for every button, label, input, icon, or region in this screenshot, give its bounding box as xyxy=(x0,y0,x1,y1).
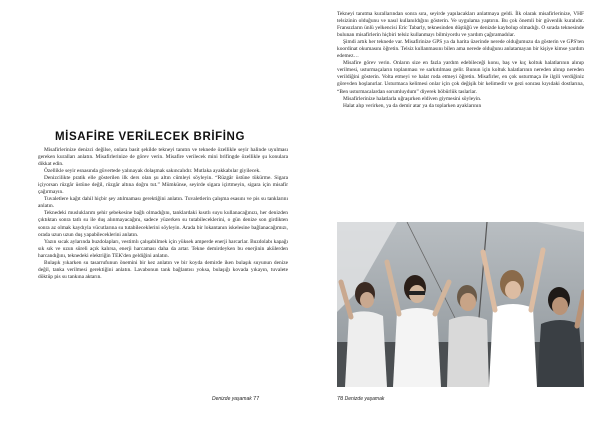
paragraph: Teknedeki musluklarım şehir şebekesine bağlı olmadığını, tanklardaki kısıtlı suyu kullanacağınızı, her denizden çıktıktan sonra tatlı su ile duş alınmayacağını, sadece yüzerken su tutabileceklerini, o gün denize son girdikten sonra az olmak kaydıyla vücutlarına su tutabileceklerini söyleyin. Arada bir lokantanın iskelesine bağlanacağımızı, orada uzun uzun duş yapabileceklerini anlatın. xyxy=(38,210,288,238)
paragraph: Bulaşık yıkarken su tasarrufunun önemini bir kez anlatın ve bir koyda demirde iken bulaşık suyunun denize değil, tanka verilmesi gerektiğini anlatın. Lavabonun tank bağlantısı yoksa, bulaşığı kovada yıkayın, tuvalete döktüp pis su tankına aktarın. xyxy=(38,259,288,280)
paragraph: Misafire görev verin. Onların size en fazla yardım edebileceği konu, baş ve kıç koltuk halatlarının alınıp verilmesi, usturmaçaların toplanması ve sarkıtılması gelir. Bunun için koltuk halatlarının nereden alınıp nereden verildiğini gösterin. Volta etmeyi ve halat roda etmeyi öğretin. Misafirler, en çok usturmaça ile ilgili verdiğiniz görevden hoşlanırlar. Usturmaca kelimesi onlar için çok değişik bir kelimedir ve gezi sonrası kıyıdaki dostlarına, “Ben usturmacalardan sorumluydum” diyerek böbürlük taslarlar. xyxy=(337,60,584,95)
right-body-text xyxy=(337,11,584,110)
page-title: MİSAFİRE VERİLECEK BRİFİNG xyxy=(54,131,246,143)
paragraph: Yazın sıcak aylarında buzdolapları, vestimlı çalışabilmek için yüksek amperde enerji harcarlar. Buzdolabı kapağı sık sık ve uzun süreli açık kalırsa, enerji harcaması daha da artar. Tekne demirdeyken bu enerjinin akülerden harcandığını, teknedeki elektriğin TEK'den geldiğini anlatın. xyxy=(38,238,288,259)
paragraph: Özellikle seyir esnasında güvertede yalınayak dolaşmak sakıncalıdır. Mutlaka ayakkabılar giyilecek. xyxy=(44,168,261,175)
right-page-footer xyxy=(337,396,384,402)
photo-illustration xyxy=(337,222,584,387)
paragraph: Tuvaletlere kağıt dahil hiçbir şey atılmaması gerektiğini anlatın. Tuvaletlerin çalışma esasını ve pis su tanklarını anlatın. xyxy=(38,196,288,210)
paragraph: Denizcilikte pratik elle gösterilen ilk ders olan şu altın cümleyi söyleyin. “Rüzgâr üstüne tükürme. Sigara içiyorsan rüzgâr üstüne değil, rüzgâr altına doğru tut.” Mümkünse, seyirde sigara içirtmeyin, sigara için misafir çağırmayın. xyxy=(38,175,288,196)
footer-running-title: Denizde yaşamak xyxy=(344,396,385,402)
boat-party-photo xyxy=(337,222,584,387)
paragraph: Halat alıp verirken, ya da demir atar ya da toplarken ayaklarının xyxy=(343,102,482,109)
left-body-text xyxy=(38,147,288,281)
footer-running-title: Denizde yaşamak xyxy=(212,396,252,402)
paragraph: Tekneyi tanıtma kurallarından sonra sıra, seyirde yapılacakları anlatmaya geldi. İlk olarak misafirlerinize, VHF telsizinin olduğunu ve nasıl kullanıldığını gösterin. Ve uygulama yaptırın. Bu çok önemli bir güvenlik kuralıdır. Fransızların ünlü yelkencisi Eric Tabarly, teknesinden düştüğü ve denizde kaybolup olmadığı. O sırada teknesinde bulunan misafirlerin hiçbiri telsiz kullanmayı bilmiyordu ve yardım çağıramadılar. xyxy=(337,11,584,39)
paragraph: Şimdi artık her teknede var. Misafirinize GPS ya da harita üzerinde nerede olduğumuzu da gösterin ve GPS'ten koordinat okumasını öğretin. Telsiz kullanmasını bilen ama nerede olduğunu anlatamayan bir kişiye kimse yardım edemez… xyxy=(337,39,584,60)
paragraph: Misafirlerinize denizci değilse, onlara basit şekilde tekneyi tanıtın ve teknede özellikle seyir halinde uyulması gereken kuralları anlatın. Misafirlerinize de görev verin. Misafire verilecek mini brifingde özellikle şu konulara dikkat edin. xyxy=(38,147,288,168)
page-number: 77 xyxy=(253,396,260,402)
left-page-footer xyxy=(212,396,259,402)
page-number: 78 xyxy=(337,396,344,402)
paragraph: Misafirlerinize halatlarla uğraşırken eldiven giymesini söyleyin. xyxy=(343,95,482,102)
